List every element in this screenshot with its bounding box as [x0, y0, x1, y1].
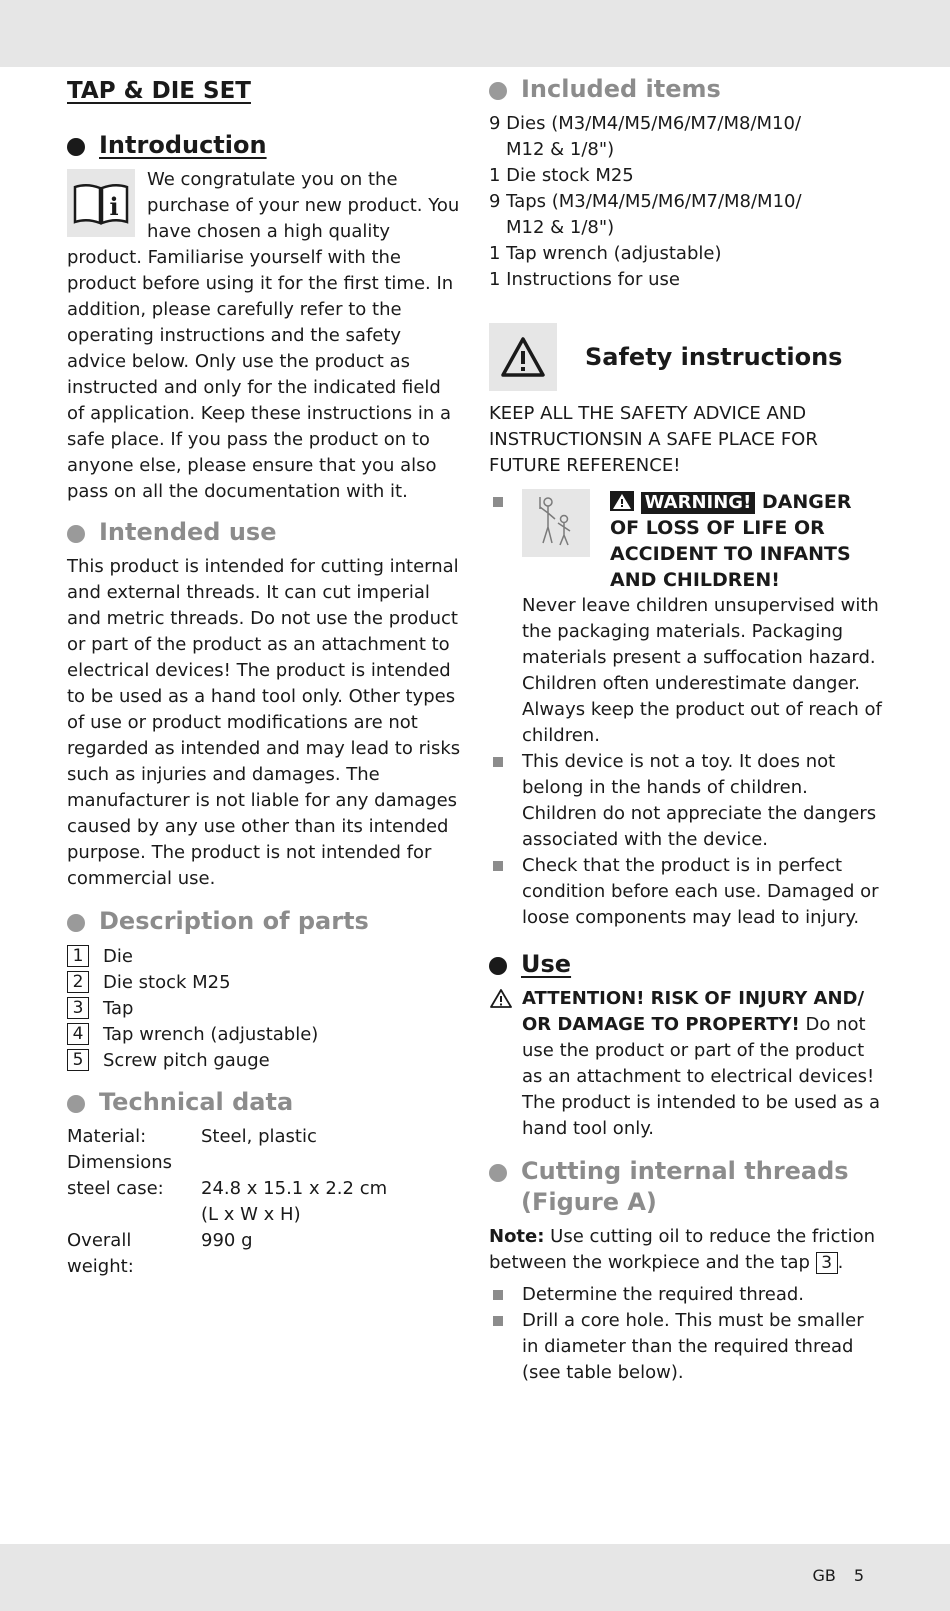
table-row: steel case: 24.8 x 15.1 x 2.2 cm: [67, 1178, 388, 1199]
table-row: Material: Steel, plastic: [67, 1126, 317, 1147]
keep-safety-text: KEEP ALL THE SAFETY ADVICE AND INSTRUCTIONSIN A SAFE PLACE FOR FUTURE REFERENCE!: [489, 403, 818, 476]
bullet-dot-icon: [67, 525, 85, 543]
document-title: TAP & DIE SET: [67, 78, 251, 104]
danger-heading: WARNING! DANGER OF LOSS OF LIFE OR ACCIDENT TO INFANTS AND CHILDREN!: [610, 491, 852, 591]
bullet-dot-icon: [67, 1095, 85, 1113]
footer-band: [0, 1544, 950, 1611]
page-footer: [812, 1566, 864, 1585]
child-hazard-icon: [522, 489, 590, 557]
bullet-dot-icon: [489, 82, 507, 100]
safety-instructions-heading: Safety instructions: [489, 323, 885, 391]
introduction-text: We congratulate you on the purchase of your new product. You have chosen a high quality product. Familiarise yourself with the product before using it for the first time. In addition, please carefully refer to the operating instructions and the safety advice below. Only use the product as instructed and only for the indicated field of application. Keep these instructions in a safe place. If you pass the product on to anyone else, please ensure that you also pass on all the documentation with it.: [67, 169, 460, 502]
list-item: 1 Die: [67, 943, 463, 969]
language-code: GB: [812, 1566, 836, 1585]
children-warning: [489, 489, 885, 749]
square-bullet-icon: [493, 497, 503, 507]
bullet-dot-icon: [67, 138, 85, 156]
list-item: 1 Die stock M25: [489, 165, 634, 186]
table-row: (L x W x H): [201, 1204, 301, 1225]
list-item: Determine the required thread.: [489, 1282, 885, 1308]
list-item: Drill a core hole. This must be smaller in diameter than the required thread (see table below).: [489, 1308, 885, 1386]
intended-use-text: This product is intended for cutting internal and external threads. It can cut imperial and metric threads. Do not use the product or part of the product as an attachment to electrical devices! The product is intended to be used as a hand tool only. Other types of use or product modifications are not regarded as intended and may lead to risks such as injuries and damages. The manufacturer is not liable for any damages caused by any use other than its intended purpose. The product is not intended for commercial use.: [67, 556, 461, 889]
list-item: 5 Screw pitch gauge: [67, 1047, 463, 1073]
bullet-dot-icon: [67, 914, 85, 932]
parts-list: [67, 943, 463, 1073]
square-bullet-icon: [493, 1290, 503, 1300]
cutting-note: Note: Use cutting oil to reduce the friction between the workpiece and the tap 3 .: [489, 1226, 876, 1273]
included-items-list: [489, 111, 885, 293]
list-item: M12 & 1/8"): [506, 217, 615, 238]
cutting-threads-heading: Cutting internal threads (Figure A): [489, 1156, 885, 1218]
use-heading: Use: [489, 949, 885, 980]
left-column: [67, 74, 463, 1280]
intended-use-heading: Intended use: [67, 517, 463, 548]
square-bullet-icon: [493, 861, 503, 871]
square-bullet-icon: [493, 757, 503, 767]
attention-warning: ATTENTION! RISK OF INJURY AND/ OR DAMAGE TO PROPERTY! Do not use the product or part of the product as an attachment to electrical devices! The product is intended to be used as a hand tool only.: [489, 986, 885, 1142]
list-item: M12 & 1/8"): [506, 139, 615, 160]
table-row: Dimensions: [67, 1152, 173, 1173]
introduction-section: [67, 167, 463, 505]
warning-triangle-icon: [489, 323, 557, 391]
list-item: 3 Tap: [67, 995, 463, 1021]
list-item: This device is not a toy. It does not belong in the hands of children. Children do not appreciate the dangers associated with the device.: [489, 749, 885, 853]
warning-label: WARNING!: [641, 492, 756, 514]
warning-triangle-icon: [610, 491, 634, 511]
list-item: 1 Tap wrench (adjustable): [489, 243, 722, 264]
list-item: Check that the product is in perfect condition before each use. Damaged or loose components may lead to injury.: [489, 853, 885, 931]
description-of-parts-heading: Description of parts: [67, 906, 463, 937]
included-items-heading: Included items: [489, 74, 885, 105]
technical-data-heading: Technical data: [67, 1087, 463, 1118]
page-number: 5: [853, 1566, 864, 1585]
warning-triangle-icon: [489, 988, 513, 1009]
list-item: 4 Tap wrench (adjustable): [67, 1021, 463, 1047]
technical-data-table: [67, 1124, 463, 1280]
children-text: Never leave children unsupervised with the packaging materials. Packaging materials present a suffocation hazard. Children often underestimate danger. Always keep the product out of reach of children.: [522, 595, 882, 746]
list-item: 9 Taps (M3/M4/M5/M6/M7/M8/M10/: [489, 191, 802, 212]
part-number-badge: 3: [816, 1252, 838, 1274]
square-bullet-icon: [493, 1316, 503, 1326]
info-book-icon: [67, 169, 135, 237]
list-item: 1 Instructions for use: [489, 269, 680, 290]
top-band: [0, 0, 950, 67]
introduction-heading: Introduction: [67, 130, 463, 161]
list-item: 2 Die stock M25: [67, 969, 463, 995]
right-column: [489, 74, 885, 1386]
table-row: Overall weight: 990 g: [67, 1230, 253, 1277]
bullet-dot-icon: [489, 957, 507, 975]
svg-text:i: i: [109, 192, 119, 221]
bullet-dot-icon: [489, 1164, 507, 1182]
list-item: 9 Dies (M3/M4/M5/M6/M7/M8/M10/: [489, 113, 802, 134]
